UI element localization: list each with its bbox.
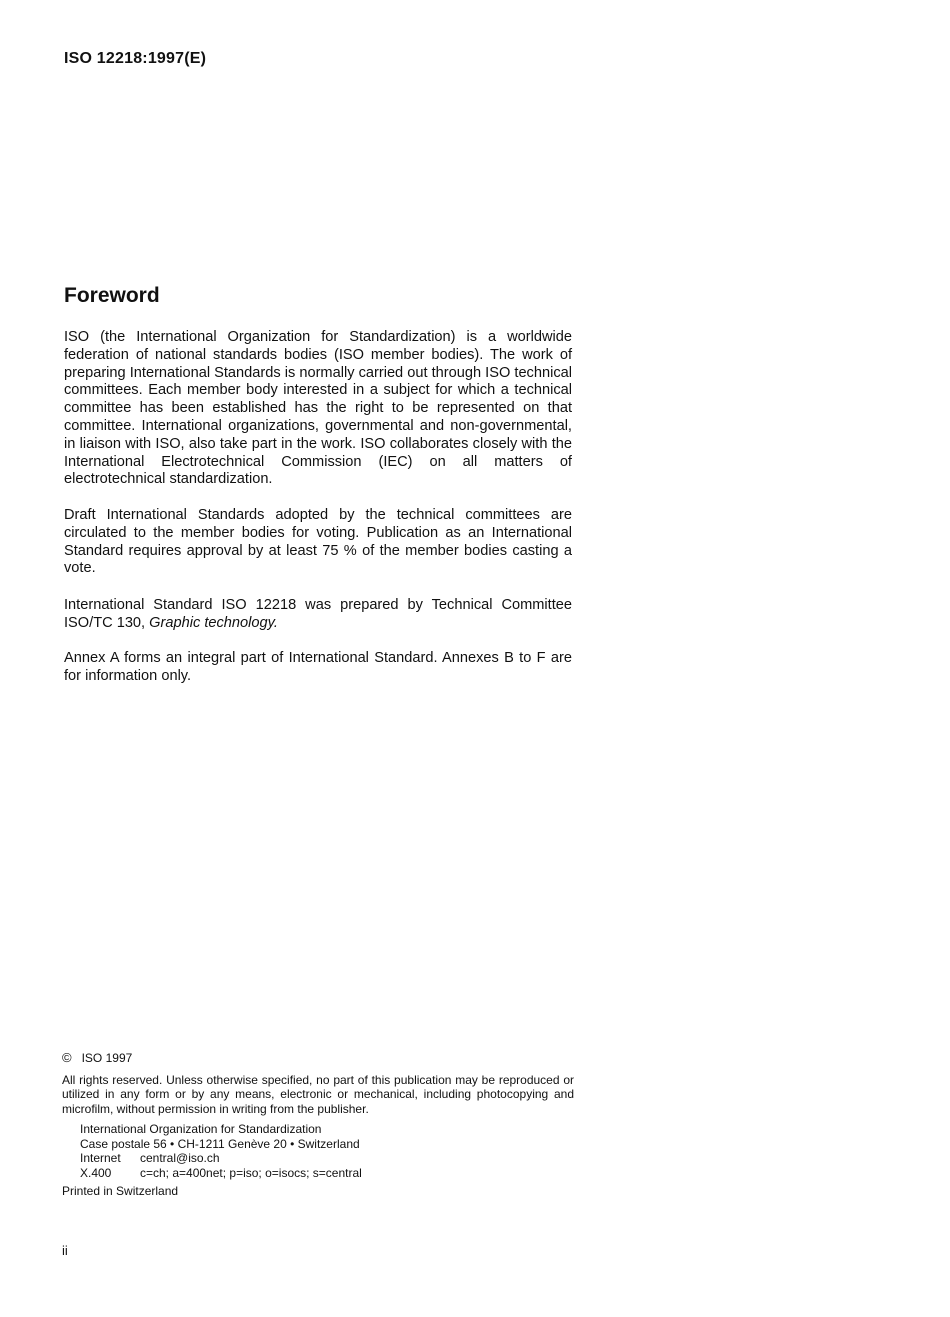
x400-row	[80, 1166, 574, 1181]
copyright-line	[62, 1051, 574, 1066]
x400-label: X.400	[80, 1165, 112, 1180]
committee-title: Graphic technology.	[149, 614, 278, 631]
copyright-icon: ©	[62, 1050, 72, 1066]
organization-name: International Organization for Standardization	[80, 1122, 322, 1136]
internet-row	[80, 1151, 574, 1166]
internet-label: Internet	[80, 1151, 121, 1165]
foreword-paragraph-iso: ISO (the International Organization for Standardization) is a worldwide federation of national standards bodies (ISO member bodies). The work of preparing International Standards is normally carried out through ISO technical committees. Each member body interested in a subject for which a technical committee has been established has the right to be represented on that committee. International organizations, governmental and non-governmental, in liaison with ISO, also take part in the work. ISO collaborates closely with the International Electrotechnical Commission (IEC) on all matters of electrotechnical standardization.	[64, 329, 572, 488]
copyright-year: ISO 1997	[81, 1051, 133, 1065]
foreword-paragraph-annexes: Annex A forms an integral part of International Standard. Annexes B to F are for information only.	[64, 650, 572, 684]
printed-in: Printed in Switzerland	[62, 1184, 179, 1198]
page-number: ii	[62, 1243, 68, 1258]
foreword-title: Foreword	[64, 284, 160, 307]
internet-address: central@iso.ch	[140, 1151, 220, 1165]
x400-address: c=ch; a=400net; p=iso; o=isocs; s=central	[140, 1165, 362, 1180]
postal-address: Case postale 56 • CH-1211 Genève 20 • Switzerland	[80, 1136, 360, 1151]
foreword-paragraph-drafts: Draft International Standards adopted by the technical committees are circulated to the member bodies for voting. Publication as an International Standard requires approval by at least 75 % of the member bodies casting a vote.	[64, 507, 572, 577]
copyright-footer	[62, 1051, 574, 1199]
rights-statement: All rights reserved. Unless otherwise specified, no part of this publication may be reproduced or utilized in any form or by any means, electronic or mechanical, including photocopying and microfilm, without permission in writing from the publisher.	[62, 1072, 574, 1116]
committee-text: International Standard ISO 12218 was prepared by Technical Committee ISO/TC 130,	[64, 597, 572, 631]
address-block	[62, 1122, 574, 1180]
foreword-paragraph-committee	[64, 597, 572, 633]
document-id: ISO 12218:1997(E)	[64, 50, 207, 67]
